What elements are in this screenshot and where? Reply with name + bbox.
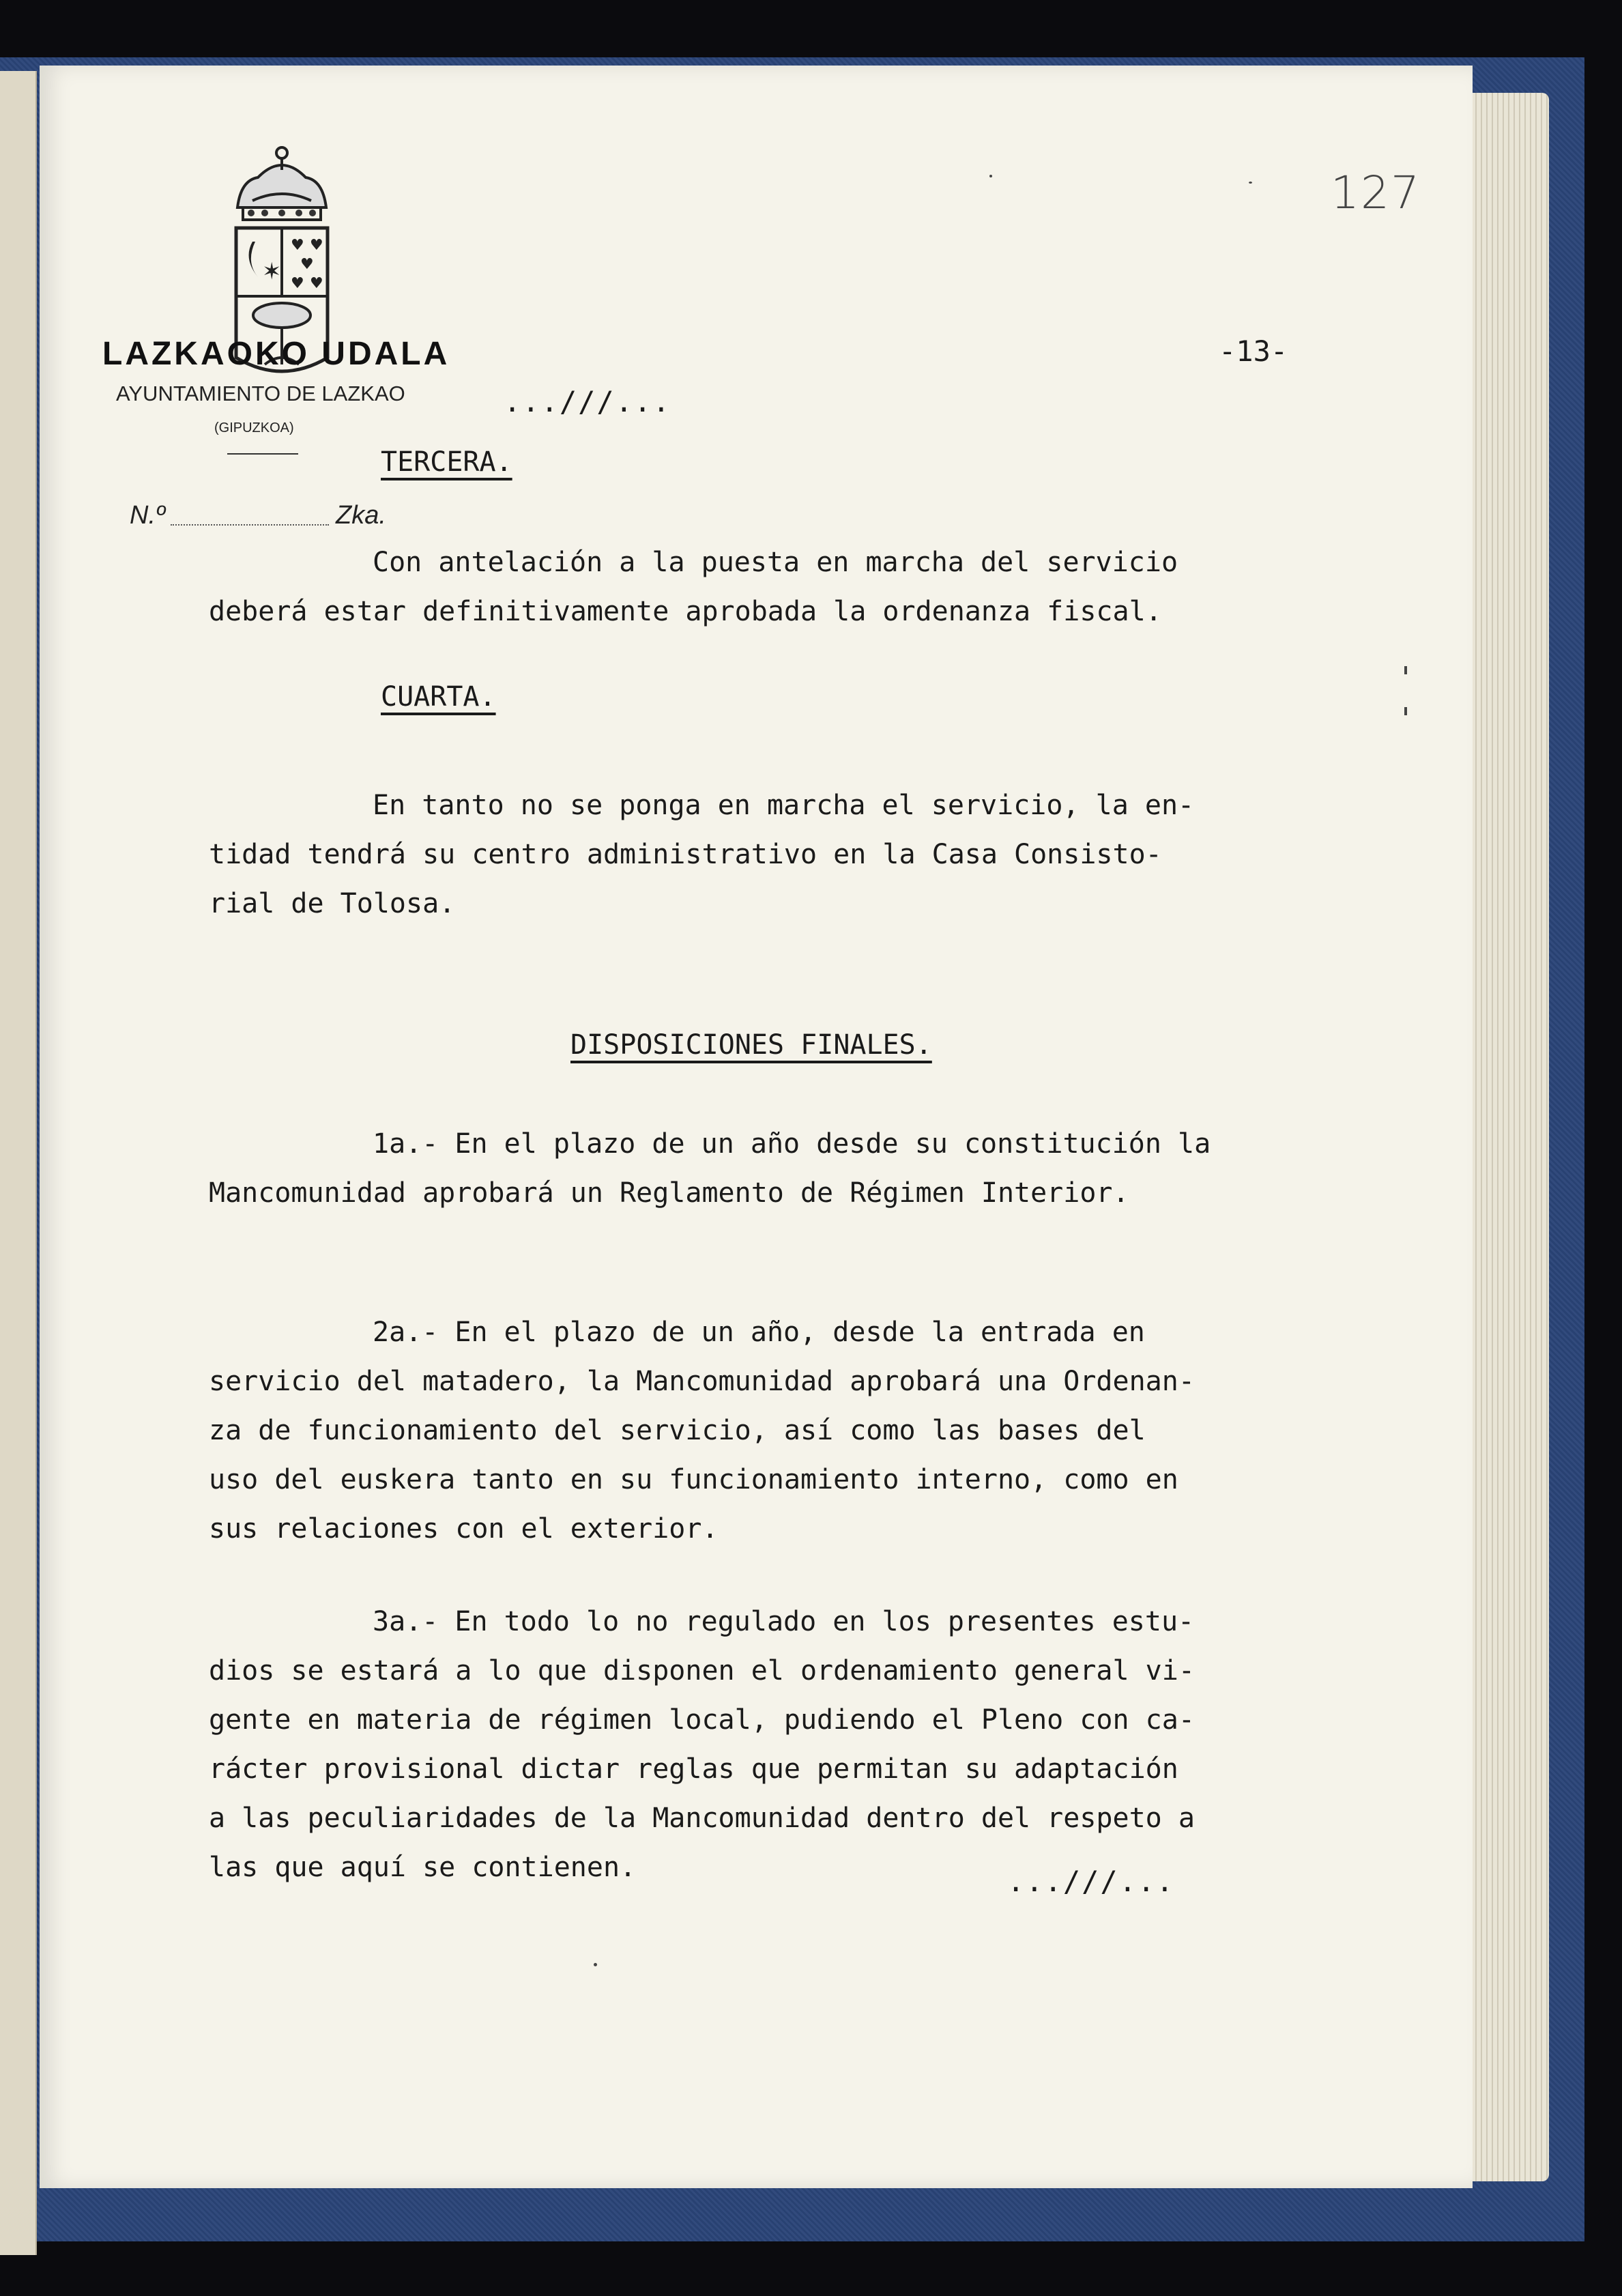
- svg-text:♥: ♥: [310, 237, 323, 254]
- paragraph-line: 2a.- En el plazo de un año, desde la entrada en: [373, 1317, 1145, 1348]
- paper-speck: [1404, 707, 1407, 715]
- paragraph-cuarta: [209, 781, 1194, 928]
- paragraph-line: deberá estar definitivamente aprobada la ordenanza fiscal.: [209, 596, 1162, 627]
- org-divider: [227, 453, 298, 455]
- paragraph-line: uso del euskera tanto en su funcionamiento interno, como en: [209, 1464, 1178, 1495]
- continued-marker-bottom: ...///...: [1007, 1865, 1175, 1898]
- svg-text:♥: ♥: [291, 275, 304, 292]
- svg-text:♥: ♥: [291, 237, 304, 254]
- paragraph-line: za de funcionamiento del servicio, así como las bases del: [209, 1415, 1146, 1446]
- paragraph-line: rácter provisional dictar reglas que permitan su adaptación: [209, 1753, 1178, 1785]
- paragraph-line: En tanto no se ponga en marcha el servicio, la en-: [373, 790, 1195, 821]
- paragraph-line: dios se estará a lo que disponen el ordenamiento general vi-: [209, 1655, 1195, 1687]
- paragraph-line: servicio del matadero, la Mancomunidad aprobará una Ordenan-: [209, 1366, 1195, 1397]
- paragraph-line: rial de Tolosa.: [209, 888, 456, 919]
- reference-label: N.º: [130, 501, 165, 530]
- sheet-number: -13-: [1219, 334, 1288, 368]
- reference-blank: [171, 524, 329, 526]
- paper-speck: [989, 175, 992, 177]
- paper-speck: [1404, 666, 1407, 674]
- heading-disposiciones-finales: DISPOSICIONES FINALES.: [570, 1029, 932, 1061]
- document-page: [40, 66, 1473, 2188]
- paragraph-line: 1a.- En el plazo de un año desde su constitución la: [373, 1128, 1211, 1160]
- heading-cuarta: CUARTA.: [381, 681, 496, 713]
- paper-speck: [1249, 182, 1252, 184]
- org-name: LAZKAOKO UDALA: [102, 336, 450, 372]
- paper-speck: [594, 1963, 597, 1966]
- paragraph-final-1: [209, 1119, 1211, 1218]
- paragraph-tercera: [209, 538, 1178, 636]
- paragraph-final-3: [209, 1597, 1195, 1892]
- paragraph-line: sus relaciones con el exterior.: [209, 1513, 719, 1545]
- paragraph-line: a las peculiaridades de la Mancomunidad dentro del respeto a: [209, 1803, 1195, 1834]
- paragraph-line: Mancomunidad aprobará un Reglamento de Régimen Interior.: [209, 1177, 1129, 1209]
- heading-tercera: TERCERA.: [381, 446, 512, 478]
- paragraph-final-2: [209, 1308, 1195, 1553]
- page-stack-edge: [1460, 93, 1549, 2181]
- svg-text:♥: ♥: [300, 256, 314, 273]
- svg-text:♥: ♥: [310, 275, 323, 292]
- reference-suffix: Zka.: [336, 501, 386, 530]
- page-number: 127: [1331, 167, 1421, 219]
- svg-text:✶: ✶: [262, 258, 282, 285]
- paragraph-line: Con antelación a la puesta en marcha del servicio: [373, 547, 1178, 578]
- org-province: (GIPUZKOA): [214, 420, 294, 435]
- paragraph-line: gente en materia de régimen local, pudiendo el Pleno con ca-: [209, 1704, 1195, 1736]
- previous-page-edge: [0, 71, 37, 2255]
- paragraph-line: las que aquí se contienen.: [209, 1852, 637, 1883]
- paragraph-line: tidad tendrá su centro administrativo en la Casa Consisto-: [209, 839, 1162, 870]
- continued-marker-top: ...///...: [504, 385, 671, 418]
- paragraph-line: 3a.- En todo lo no regulado en los presentes estu-: [373, 1606, 1195, 1637]
- org-subtitle: AYUNTAMIENTO DE LAZKAO: [116, 382, 405, 405]
